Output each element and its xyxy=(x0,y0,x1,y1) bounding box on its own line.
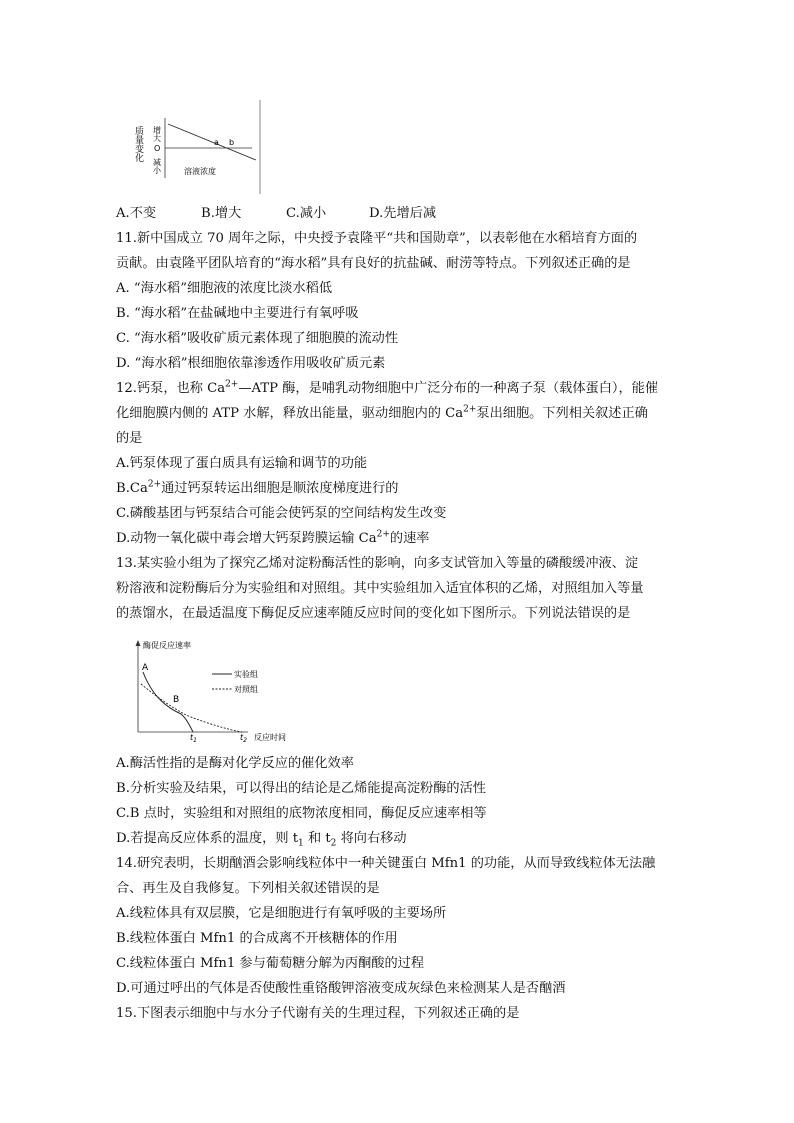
q14-option-b: B.线粒体蛋白 Mfn1 的合成离不开核糖体的作用 xyxy=(116,931,398,946)
fig1-origin: O xyxy=(154,144,161,153)
q10-option-b: B.增大 xyxy=(201,206,242,221)
enzyme-rate-figure xyxy=(118,636,296,742)
mass-change-figure xyxy=(128,100,268,196)
fig2-point-a: A xyxy=(142,663,149,673)
q12-option-d: D.动物一氧化碳中毒会增大钙泵跨膜运输 $Ca^{2+}$的速率 xyxy=(116,529,430,546)
q14-option-a: A.线粒体具有双层膜，它是细胞进行有氧呼吸的主要场所 xyxy=(116,906,447,921)
q10-option-a: A.不变 xyxy=(116,206,157,221)
q11-option-a: A. “海水稻”细胞液的浓度比淡水稻低 xyxy=(116,281,333,296)
q13-stem-line1: 13.某实验小组为了探究乙烯对淀粉酶活性的影响，向多支试管加入等量的磷酸缓冲液、淀 xyxy=(116,556,639,571)
q12-stem-line2: 化细胞膜内侧的 ATP 水解，释放出能量，驱动细胞内的 $Ca^{2+}$泵出细胞。下列相关叙述正确 xyxy=(116,404,648,421)
q15-stem-line1: 15.下图表示细胞中与水分子代谢有关的生理过程，下列叙述正确的是 xyxy=(116,1006,520,1021)
q13-option-d: D.若提高反应体系的温度，则 $t_1$ 和 $t_2$ 将向右移动 xyxy=(116,831,407,849)
fig1-yaxis-top: 增大 xyxy=(152,126,162,142)
fig1-ylabel: 质量变化 xyxy=(133,126,143,162)
fig1-data-line xyxy=(168,124,256,160)
fig2-legend-exp: 实验组 xyxy=(234,670,258,679)
q13-stem-line3: 的蒸馏水，在最适温度下酶促反应速率随反应时间的变化如下图所示。下列说法错误的是 xyxy=(116,606,631,621)
q11-option-c: C. “海水稻”吸收矿质元素体现了细胞膜的流动性 xyxy=(116,331,399,346)
q12-option-c: C.磷酸基团与钙泵结合可能会使钙泵的空间结构发生改变 xyxy=(116,506,447,521)
q11-option-d: D. “海水稻”根细胞依靠渗透作用吸收矿质元素 xyxy=(116,356,386,371)
q13-option-b: B.分析实验及结果，可以得出的结论是乙烯能提高淀粉酶的活性 xyxy=(116,781,486,796)
q13-stem-line2: 粉溶液和淀粉酶后分为实验组和对照组。其中实验组加入适宜体积的乙烯，对照组加入等量 xyxy=(116,581,644,596)
fig1-xlabel: 溶液浓度 xyxy=(184,167,216,176)
fig2-ylabel: 酶促反应速率 xyxy=(143,641,191,650)
q11-stem-line2: 贡献。由袁隆平团队培育的“海水稻”具有良好的抗盐碱、耐涝等特点。下列叙述正确的是 xyxy=(116,256,631,271)
q13-option-a: A.酶活性指的是酶对化学反应的催化效率 xyxy=(116,756,354,771)
q12-option-a: A.钙泵体现了蛋白质具有运输和调节的功能 xyxy=(116,456,368,471)
q14-option-c: C.线粒体蛋白 Mfn1 参与葡萄糖分解为丙酮酸的过程 xyxy=(116,956,425,971)
q13-option-c: C.B 点时，实验组和对照组的底物浓度相同，酶促反应速率相等 xyxy=(116,806,487,821)
fig2-t2-label: $t_2$ xyxy=(240,733,247,742)
fig1-point-a: a xyxy=(214,138,219,147)
fig2-point-b: B xyxy=(173,695,180,705)
q12-stem-line1: 12.钙泵，也称 $Ca^{2+}—ATP$ 酶，是哺乳动物细胞中广泛分布的一种离子泵（载体蛋白），能催 xyxy=(116,379,659,396)
q11-option-b: B. “海水稻”在盐碱地中主要进行有氧呼吸 xyxy=(116,306,359,321)
fig2-y-arrow xyxy=(136,640,141,646)
q11-stem-line1: 11.新中国成立 70 周年之际，中央授予袁隆平“共和国勋章”，以表彰他在水稻培育方面的 xyxy=(116,231,638,246)
q10-option-c: C.减小 xyxy=(286,206,327,221)
fig2-legend-ctrl: 对照组 xyxy=(234,685,258,694)
fig2-control-curve xyxy=(141,684,242,732)
q12-stem-line3: 的是 xyxy=(116,431,143,446)
q10-option-d: D.先增后减 xyxy=(369,206,437,221)
q14-option-d: D.可通过呼出的气体是否使酸性重铬酸钾溶液变成灰绿色来检测某人是否酗酒 xyxy=(116,981,566,996)
q10-options xyxy=(116,204,436,224)
fig2-xlabel: 反应时间 xyxy=(254,733,286,742)
fig1-point-b: b xyxy=(229,138,235,147)
q14-stem-line1: 14.研究表明，长期酗酒会影响线粒体中一种关键蛋白 Mfn1 的功能，从而导致线粒体无法融 xyxy=(116,856,656,871)
fig2-t1-label: $t_1$ xyxy=(190,733,197,742)
q12-option-b: $B.Ca^{2+}$通过钙泵转运出细胞是顺浓度梯度进行的 xyxy=(116,479,399,496)
fig2-experimental-curve xyxy=(143,672,193,732)
q14-stem-line2: 合、再生及自我修复。下列相关叙述错误的是 xyxy=(116,881,380,896)
fig1-yaxis-bottom: 减小 xyxy=(152,158,162,174)
